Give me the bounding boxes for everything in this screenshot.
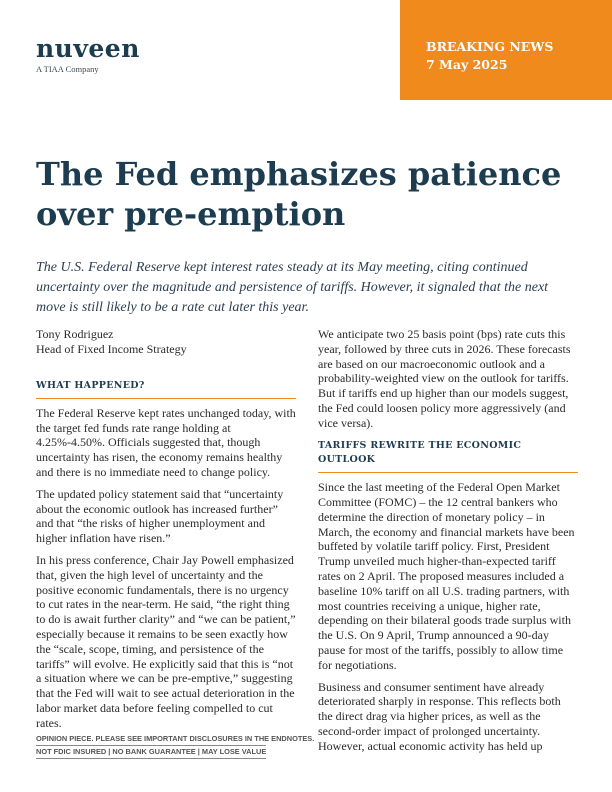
paragraph: The Federal Reserve kept rates unchanged today, with the target fed funds rate range holding at 4.25%-4.50%. Officials suggested that, though uncertainty has risen, the economy remains healthy and there is no immediate need to change policy. [36, 405, 296, 479]
byline [36, 327, 296, 357]
breaking-news-badge [400, 0, 612, 100]
logo-tagline: A TIAA Company [36, 64, 99, 74]
author-role: Head of Fixed Income Strategy [36, 342, 187, 356]
footer-disclaimer: OPINION PIECE. PLEASE SEE IMPORTANT DISCLOSURES IN THE ENDNOTES. [36, 734, 315, 743]
paragraph: Since the last meeting of the Federal Open Market Committee (FOMC) – the 12 central bankers who determine the direction of monetary policy – in March, the economy and financial markets have been buffeted by volatile tariff policy. First, President Trump unveiled much higher-than-expected tariff rates on 2 April. The proposed measures included a baseline 10% tariff on all U.S. trading partners, with most countries receiving a unique, higher rate, depending on their bilateral goods trade surplus with the U.S. On 9 April, Trump announced a 90-day pause for most of the tariffs, possibly to allow time for negotiations. [318, 480, 575, 672]
footer-insurance-notice: NOT FDIC INSURED | NO BANK GUARANTEE | MAY LOSE VALUE [36, 745, 266, 759]
article-lede: The U.S. Federal Reserve kept interest rates steady at its May meeting, citing continued uncertainty over the magnitude and persistence of tariffs. However, it signaled that the next move is still likely to be a rate cut later this year. [36, 260, 549, 315]
right-column [318, 327, 578, 761]
paragraph: Business and consumer sentiment have already deteriorated sharply in response. This reflects both the direct drag via higher prices, as well as the second-order impact of prolonged uncertainty. However, actual economic activity has held up [318, 679, 561, 753]
section-heading-tariffs: TARIFFS REWRITE THE ECONOMIC OUTLOOK [318, 439, 578, 474]
left-column [36, 327, 296, 738]
badge-date: 7 May 2025 [426, 57, 508, 72]
section-heading-what-happened: WHAT HAPPENED? [36, 379, 296, 399]
logo-wordmark: nuveen [36, 34, 140, 63]
page-title: The Fed emphasizes patience over pre-emption [36, 155, 562, 233]
paragraph: In his press conference, Chair Jay Powell emphasized that, given the high level of uncertainty and the positive economic fundamentals, there is no urgency to cut rates in the near-term. He said, “the right thing to do is await further clarity” and “we can be patient,” especially because it remains to be seen exactly how the “scale, scope, timing, and persistence of the tariffs” will evolve. He explicitly said that this is “not a situation where we can be pre-emptive,” suggesting that the Fed will wait to see actual deterioration in the labor market data before feeling compelled to cut rates. [36, 552, 296, 730]
footer-disclosures [36, 733, 336, 759]
brand-logo [36, 36, 140, 74]
badge-label: BREAKING NEWS [426, 39, 554, 54]
paragraph: We anticipate two 25 basis point (bps) rate cuts this year, followed by three cuts in 2026. These forecasts are based on our macroeconomic outlook and a probability-weighted view on the outlook for tariffs. But if tariffs end up higher than our models suggest, the Fed could loosen policy more aggressively (and vice versa). [318, 327, 571, 430]
author-name: Tony Rodriguez [36, 327, 114, 341]
paragraph: The updated policy statement said that “uncertainty about the economic outlook has increased further” and that “the risks of higher unemployment and higher inflation have risen.” [36, 486, 284, 546]
